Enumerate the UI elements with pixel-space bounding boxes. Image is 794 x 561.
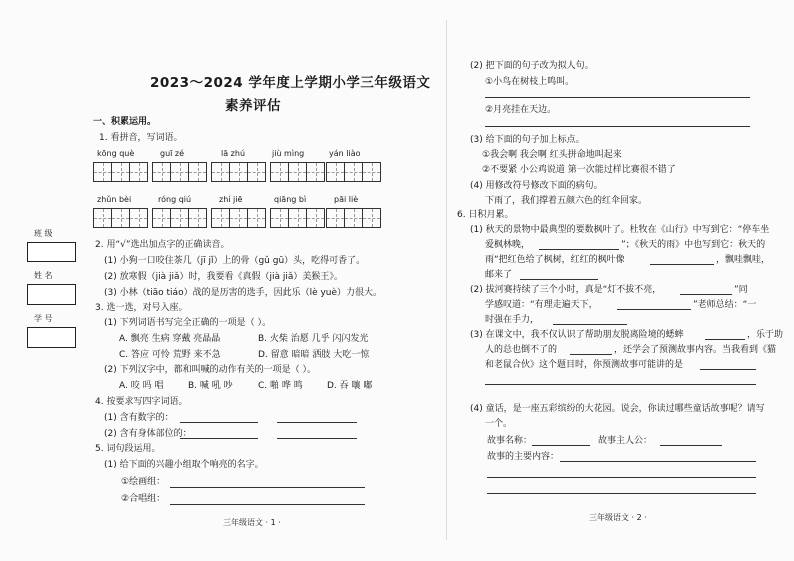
answer-blank[interactable] — [487, 493, 756, 494]
story-hero-blank[interactable] — [660, 445, 722, 446]
choice-option[interactable]: C. 啪 哗 鸣 — [258, 381, 303, 391]
q5-sub: ①绘画组： — [121, 477, 166, 487]
q5-2-sub: ②月亮挂在天边。 — [485, 105, 557, 115]
q5-item: (1) 给下面的兴趣小组取个响亮的名字。 — [104, 460, 264, 470]
answer-blank[interactable] — [277, 422, 357, 423]
pinyin-label: róng qiú — [158, 195, 192, 204]
answer-blank[interactable] — [539, 249, 619, 250]
q2-item: (3) 小林（tiāo tiáo）战的是历害的选手，因此乐（lè yuè）力很大。 — [104, 288, 383, 298]
q6-text: 人的总也倒不了的 — [485, 345, 558, 355]
answer-blank[interactable] — [650, 264, 714, 265]
q4-item: (1) 含有数字的： — [104, 413, 174, 423]
writing-grid[interactable] — [211, 162, 265, 182]
q6-text: 爱枫林晚， — [485, 240, 531, 250]
section-1-heading: 一、积累运用。 — [93, 117, 157, 127]
q5-3-heading: (3) 给下面的句子加上标点。 — [470, 135, 585, 145]
choice-option[interactable]: B. 火柴 治愿 几乎 闪闪发光 — [258, 334, 369, 344]
choice-option[interactable]: A. 咬 吗 唱 — [119, 381, 164, 391]
writing-grid[interactable] — [152, 208, 206, 228]
q1-heading: 1. 看拼音，写词语。 — [99, 133, 183, 143]
answer-blank[interactable] — [617, 309, 691, 310]
q6-heading: 6. 日积月累。 — [457, 210, 514, 220]
q5-heading: 5. 词句段运用。 — [95, 444, 161, 454]
story-name-label: 故事名称： — [487, 436, 533, 446]
writing-grid[interactable] — [270, 208, 324, 228]
writing-grid[interactable] — [152, 162, 206, 182]
answer-blank[interactable] — [180, 422, 258, 423]
q6-text: (1) 秋天的景物中最典型的要数枫叶了。杜牧在《山行》中写到它：“停车坐 — [470, 225, 770, 235]
q6-text: 时强在手力， — [485, 315, 540, 325]
q6-text: (3) 在课文中，我不仅认识了帮助朋友脱离险境的蟋蟀 — [470, 330, 684, 340]
class-label: 班 级 — [34, 229, 53, 238]
q6-text: 学感叹道：“有理走遍天下， — [485, 300, 598, 310]
exam-title: 2023～2024 学年度上学期小学三年级语文 — [150, 75, 431, 91]
pinyin-label: guī zé — [160, 149, 185, 158]
choice-option[interactable]: D. 留意 暗暗 洒肢 大吃一惊 — [258, 350, 370, 360]
pinyin-label: yán liào — [329, 149, 361, 158]
exam-subtitle: 素养评估 — [225, 98, 281, 114]
q6-text: ，还学会了预测故事内容。当我看到《猫 — [614, 345, 777, 355]
q2-item: (2) 放寒假（jià jiǎ）时，我要看《真假（jià jiǎ）美猴王》。 — [104, 272, 343, 282]
q5-4-heading: (4) 用修改符号修改下面的病句。 — [470, 181, 603, 191]
answer-blank[interactable] — [570, 354, 612, 355]
answer-blank[interactable] — [180, 438, 258, 439]
q6-text: 邮来了 — [485, 270, 513, 280]
q5-3-sub: ②不要紧 小公鸡说道 第一次能过样比赛很不错了 — [482, 165, 676, 175]
q6-text: 一个。 — [485, 419, 513, 429]
writing-grid[interactable] — [326, 162, 380, 182]
choice-option[interactable]: B. 喊 吼 吵 — [188, 381, 233, 391]
answer-blank[interactable] — [560, 461, 756, 462]
answer-blank[interactable] — [520, 279, 598, 280]
choice-option[interactable]: D. 吞 嚷 嘟 — [327, 381, 373, 391]
q6-text: ”同 — [734, 285, 748, 295]
q5-2-heading: (2) 把下面的句子改为拟人句。 — [470, 61, 594, 71]
q5-4-sentence: 下雨了，我们撑着五颜六色的红伞回家。 — [485, 196, 648, 206]
answer-blank[interactable] — [705, 339, 745, 340]
q4-item: (2) 含有身体部位的： — [104, 429, 192, 439]
story-content-label: 故事的主要内容： — [487, 452, 560, 462]
pinyin-label: lā zhú — [221, 149, 246, 158]
pinyin-label: kōng què — [97, 149, 135, 158]
q5-3-sub: ①我会啊 我会啊 红头拼命地叫起来 — [482, 150, 622, 160]
story-hero-label: 故事主人公： — [598, 436, 653, 446]
answer-blank[interactable] — [700, 369, 756, 370]
name-box[interactable] — [27, 284, 76, 305]
q6-text: ，飘哇飘哇， — [716, 255, 771, 265]
answer-blank[interactable] — [170, 487, 365, 488]
q2-heading: 2. 用“√”选出加点字的正确读音。 — [95, 240, 230, 250]
pinyin-label: pāi liè — [334, 195, 359, 204]
answer-blank[interactable] — [485, 126, 750, 127]
page-divider — [446, 20, 447, 540]
q4-heading: 4. 按要求写四字词语。 — [95, 397, 188, 407]
answer-blank[interactable] — [680, 294, 732, 295]
q6-text: 和老鼠合伙》这个题目时，你预测故事可能讲的是 — [485, 360, 684, 370]
writing-grid[interactable] — [93, 162, 147, 182]
q5-2-sub: ①小鸟在树枝上鸣叫。 — [485, 77, 575, 87]
choice-option[interactable]: C. 答应 可怜 荒野 来不急 — [119, 350, 221, 360]
q6-text: ，乐于助 — [747, 330, 784, 340]
q3-item: (2) 下列汉字中，都和叫喊的动作有关的一项是（ ）。 — [104, 365, 316, 375]
page-footer: 三年级语文 · 1 · — [223, 518, 281, 527]
pinyin-label: zhǔn bèi — [97, 195, 132, 204]
student-id-label: 学 号 — [34, 314, 53, 323]
writing-grid[interactable] — [93, 208, 147, 228]
answer-blank[interactable] — [553, 324, 627, 325]
answer-blank[interactable] — [485, 97, 750, 98]
q3-heading: 3. 选一选，对号入座。 — [95, 303, 188, 313]
writing-grid[interactable] — [270, 162, 324, 182]
q6-text: 雨“把红色给了枫树，红红的枫叶像 — [485, 255, 625, 265]
class-box[interactable] — [27, 242, 76, 262]
q6-text: (2) 拔河赛持续了三个小时，真是“灯不拔不亮， — [470, 285, 662, 295]
q3-item: (1) 下列词语书写完全正确的一项是（ ）。 — [104, 318, 271, 328]
q6-text: ”；《秋天的雨》中也写到它：秋天的 — [621, 240, 766, 250]
pinyin-label: zhí jiē — [219, 195, 243, 204]
q5-sub: ②合唱组： — [121, 494, 166, 504]
writing-grid[interactable] — [326, 208, 380, 228]
writing-grid[interactable] — [211, 208, 265, 228]
answer-blank[interactable] — [485, 384, 756, 385]
q2-item: (1) 小狗一口咬住茶几（jī jǐ）上的骨（gǔ gū）头，吃得可香了。 — [104, 256, 366, 266]
name-label: 姓 名 — [34, 271, 53, 280]
answer-blank[interactable] — [487, 477, 756, 478]
page-footer: 三年级语文 · 2 · — [589, 513, 647, 522]
choice-option[interactable]: A. 飘亮 生病 穿戴 亮晶晶 — [119, 334, 221, 344]
pinyin-label: qiāng bì — [274, 195, 307, 204]
answer-blank[interactable] — [277, 438, 357, 439]
story-name-blank[interactable] — [532, 445, 590, 446]
student-id-box[interactable] — [27, 327, 76, 348]
q6-text: (4) 童话，是一座五彩缤纷的大花园。说会，你读过哪些童话故事呢？请写 — [470, 404, 765, 414]
answer-blank[interactable] — [170, 504, 365, 505]
pinyin-label: jiù mìng — [272, 149, 305, 158]
q6-text: ”老师总结：“一 — [693, 300, 757, 310]
